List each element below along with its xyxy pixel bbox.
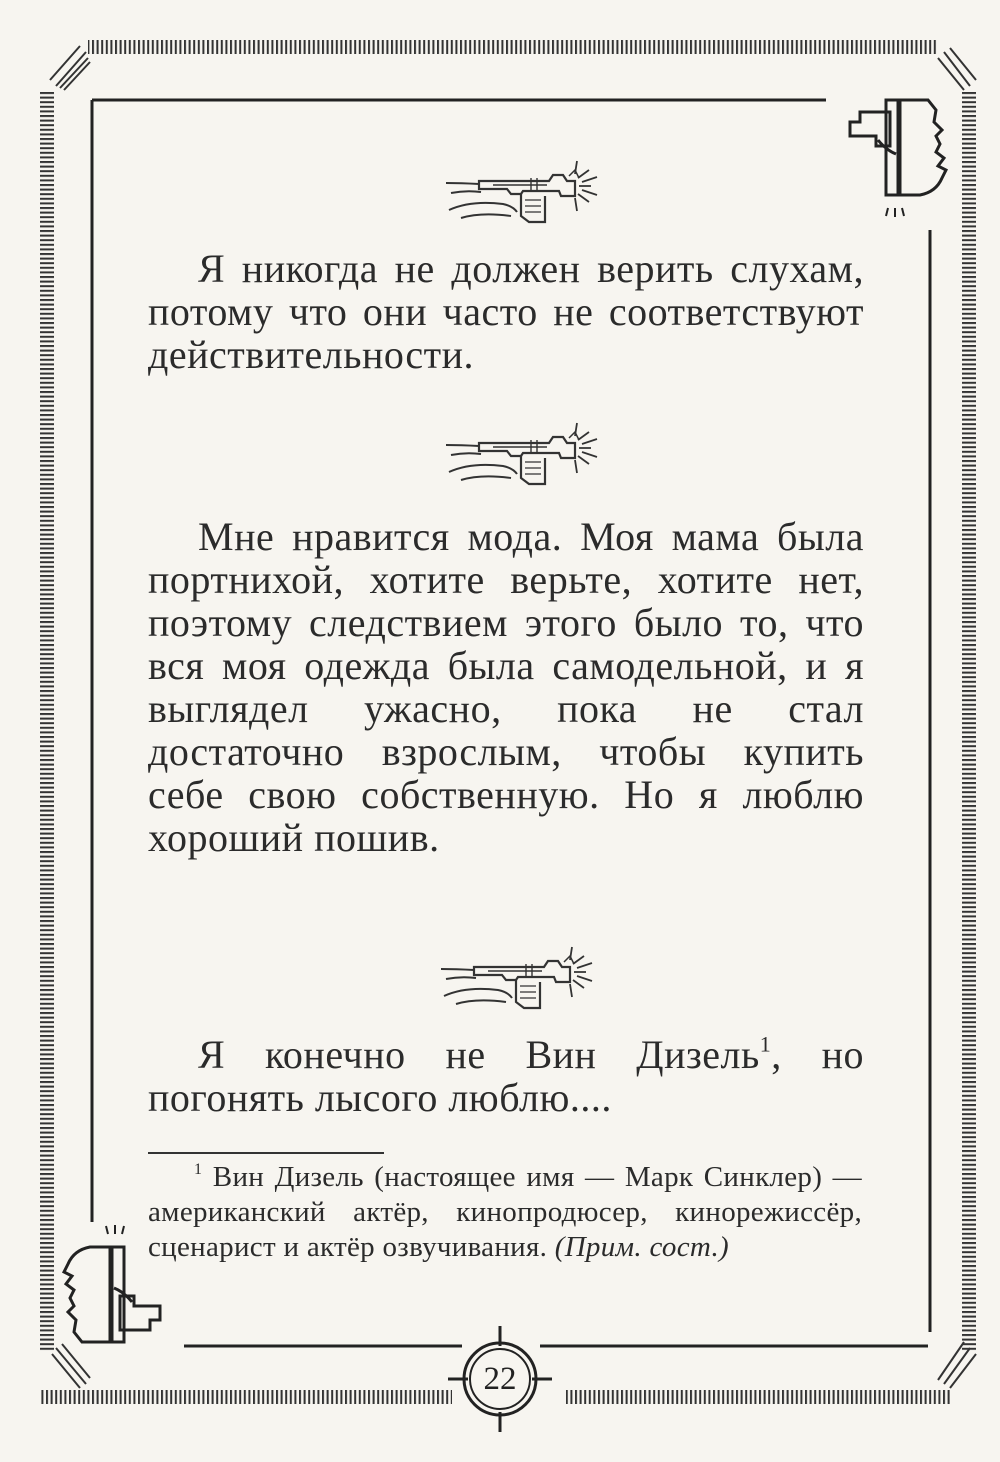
paragraph-fashion: Мне нравится мода. Моя мама была портнихой, хотите верьте, хотите нет, поэтому следствием этого было то, что вся моя одежда была самодельной, и я выглядел ужасно, пока не стал достаточно взрослым, чтобы купить себе свою собственную. Но я люблю хороший пошив.	[148, 514, 864, 860]
paragraph-vin-diesel	[148, 1033, 864, 1119]
footnote-text: Вин Дизель (настоящее имя — Марк Синклер) — американский актёр, кинопродюсер, кинорежиссёр, сценарист и актёр озвучивания.	[148, 1161, 862, 1263]
paragraph-text: , но погонять лысого люблю....	[148, 1032, 864, 1120]
hand-gun-head-icon	[64, 1225, 160, 1342]
footnote	[148, 1160, 862, 1265]
paragraph-rumors: Я никогда не должен верить слухам, потому что они часто не соответствуют действительности.	[148, 246, 864, 377]
pistol-icon	[446, 161, 597, 222]
pistol-icon	[446, 423, 597, 484]
pistol-icon	[441, 947, 592, 1008]
footnote-marker: 1	[194, 1161, 203, 1179]
footnote-ref: 1	[759, 1031, 772, 1057]
page-number: 22	[483, 1361, 517, 1397]
footnote-note: (Прим. сост.)	[554, 1231, 729, 1263]
paragraph-text: Я конечно не Вин Дизель	[198, 1032, 760, 1077]
hand-gun-head-icon	[850, 100, 946, 217]
footnote-rule	[148, 1152, 384, 1154]
